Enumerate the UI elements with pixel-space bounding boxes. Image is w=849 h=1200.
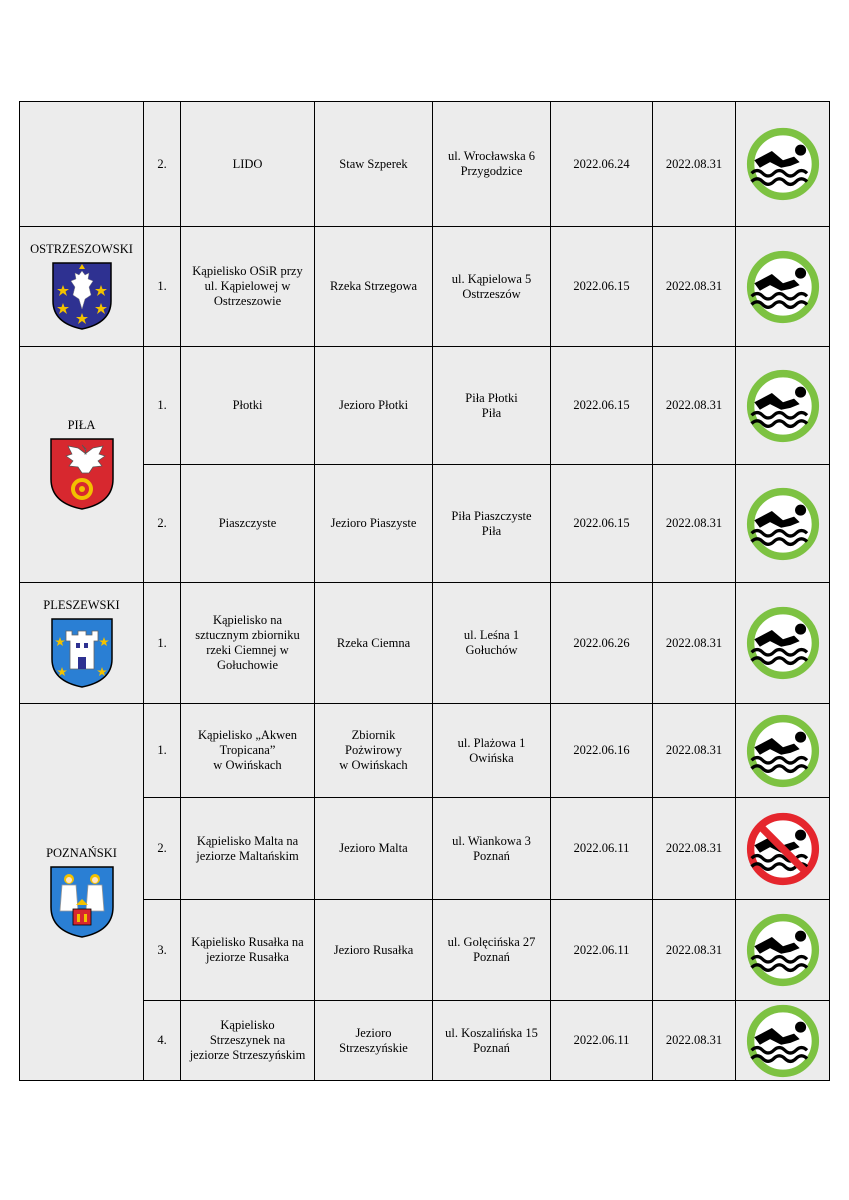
season-end: 2022.08.31 — [653, 1001, 736, 1081]
water-body: Zbiornik Pożwirowy w Owińskach — [315, 704, 433, 798]
water-body: Jezioro Malta — [315, 798, 433, 900]
table-row — [20, 102, 830, 227]
pleszew-crest-icon — [50, 617, 114, 689]
pila-crest-icon — [49, 437, 115, 511]
site-address: ul. Koszalińska 15 Poznań — [433, 1001, 551, 1081]
site-name: Kąpielisko „Akwen Tropicana” w Owińskach — [181, 704, 315, 798]
site-name: Kąpielisko na sztucznym zbiorniku rzeki Ciemnej w Gołuchowie — [181, 583, 315, 704]
site-name: Kąpielisko Rusałka na jeziorze Rusałka — [181, 900, 315, 1001]
county-name: POZNAŃSKI — [46, 845, 117, 860]
site-number: 3. — [144, 900, 181, 1001]
status-cell — [736, 227, 830, 347]
swimming-allowed-icon — [746, 1004, 820, 1078]
season-end: 2022.08.31 — [653, 347, 736, 465]
water-body: Jezioro Piaszyste — [315, 465, 433, 583]
site-name: Płotki — [181, 347, 315, 465]
site-name: Piaszczyste — [181, 465, 315, 583]
swimming-allowed-icon — [746, 714, 820, 788]
table-row — [20, 583, 830, 704]
season-start: 2022.06.15 — [551, 347, 653, 465]
season-end: 2022.08.31 — [653, 227, 736, 347]
swimming-prohibited-icon — [746, 812, 820, 886]
county-cell — [20, 704, 144, 1081]
season-start: 2022.06.26 — [551, 583, 653, 704]
status-cell — [736, 1001, 830, 1081]
table-row — [20, 227, 830, 347]
swimming-allowed-icon — [746, 487, 820, 561]
site-name: LIDO — [181, 102, 315, 227]
site-name: Kąpielisko Strzeszynek na jeziorze Strzeszyńskim — [181, 1001, 315, 1081]
water-body: Jezioro Strzeszyńskie — [315, 1001, 433, 1081]
site-number: 4. — [144, 1001, 181, 1081]
season-start: 2022.06.15 — [551, 465, 653, 583]
season-end: 2022.08.31 — [653, 900, 736, 1001]
season-end: 2022.08.31 — [653, 704, 736, 798]
season-start: 2022.06.11 — [551, 900, 653, 1001]
poznan-crest-icon — [49, 865, 115, 939]
site-number: 2. — [144, 102, 181, 227]
site-number: 1. — [144, 227, 181, 347]
status-cell — [736, 900, 830, 1001]
season-end: 2022.08.31 — [653, 583, 736, 704]
season-start: 2022.06.15 — [551, 227, 653, 347]
site-address: ul. Kąpielowa 5 Ostrzeszów — [433, 227, 551, 347]
county-cell — [20, 227, 144, 347]
season-start: 2022.06.24 — [551, 102, 653, 227]
site-number: 2. — [144, 465, 181, 583]
swimming-allowed-icon — [746, 250, 820, 324]
water-body: Rzeka Ciemna — [315, 583, 433, 704]
table-row — [20, 347, 830, 465]
status-cell — [736, 465, 830, 583]
site-number: 1. — [144, 347, 181, 465]
status-cell — [736, 583, 830, 704]
water-body: Rzeka Strzegowa — [315, 227, 433, 347]
swimming-allowed-icon — [746, 127, 820, 201]
water-body: Jezioro Płotki — [315, 347, 433, 465]
site-address: ul. Wiankowa 3 Poznań — [433, 798, 551, 900]
site-name: Kąpielisko Malta na jeziorze Maltańskim — [181, 798, 315, 900]
season-end: 2022.08.31 — [653, 798, 736, 900]
status-cell — [736, 704, 830, 798]
site-name: Kąpielisko OSiR przy ul. Kąpielowej w Ostrzeszowie — [181, 227, 315, 347]
swimming-allowed-icon — [746, 369, 820, 443]
site-address: ul. Plażowa 1 Owińska — [433, 704, 551, 798]
county-name: OSTRZESZOWSKI — [30, 242, 133, 256]
site-address: ul. Wrocławska 6 Przygodzice — [433, 102, 551, 227]
site-address: ul. Golęcińska 27 Poznań — [433, 900, 551, 1001]
site-address: Piła Piaszczyste Piła — [433, 465, 551, 583]
site-address: Piła Płotki Piła — [433, 347, 551, 465]
status-cell — [736, 798, 830, 900]
county-cell — [20, 102, 144, 227]
status-cell — [736, 347, 830, 465]
county-name: PIŁA — [67, 418, 96, 432]
table-row — [20, 704, 830, 798]
season-start: 2022.06.11 — [551, 798, 653, 900]
swimming-allowed-icon — [746, 606, 820, 680]
status-cell — [736, 102, 830, 227]
season-end: 2022.08.31 — [653, 465, 736, 583]
county-cell — [20, 583, 144, 704]
site-number: 1. — [144, 704, 181, 798]
site-number: 2. — [144, 798, 181, 900]
season-start: 2022.06.16 — [551, 704, 653, 798]
swimming-allowed-icon — [746, 913, 820, 987]
county-cell — [20, 347, 144, 583]
season-end: 2022.08.31 — [653, 102, 736, 227]
season-start: 2022.06.11 — [551, 1001, 653, 1081]
county-name: PLESZEWSKI — [43, 597, 120, 612]
site-number: 1. — [144, 583, 181, 704]
site-address: ul. Leśna 1 Gołuchów — [433, 583, 551, 704]
water-body: Jezioro Rusałka — [315, 900, 433, 1001]
bathing-sites-table — [19, 101, 830, 1081]
ostrzeszow-crest-icon — [51, 261, 113, 331]
water-body: Staw Szperek — [315, 102, 433, 227]
